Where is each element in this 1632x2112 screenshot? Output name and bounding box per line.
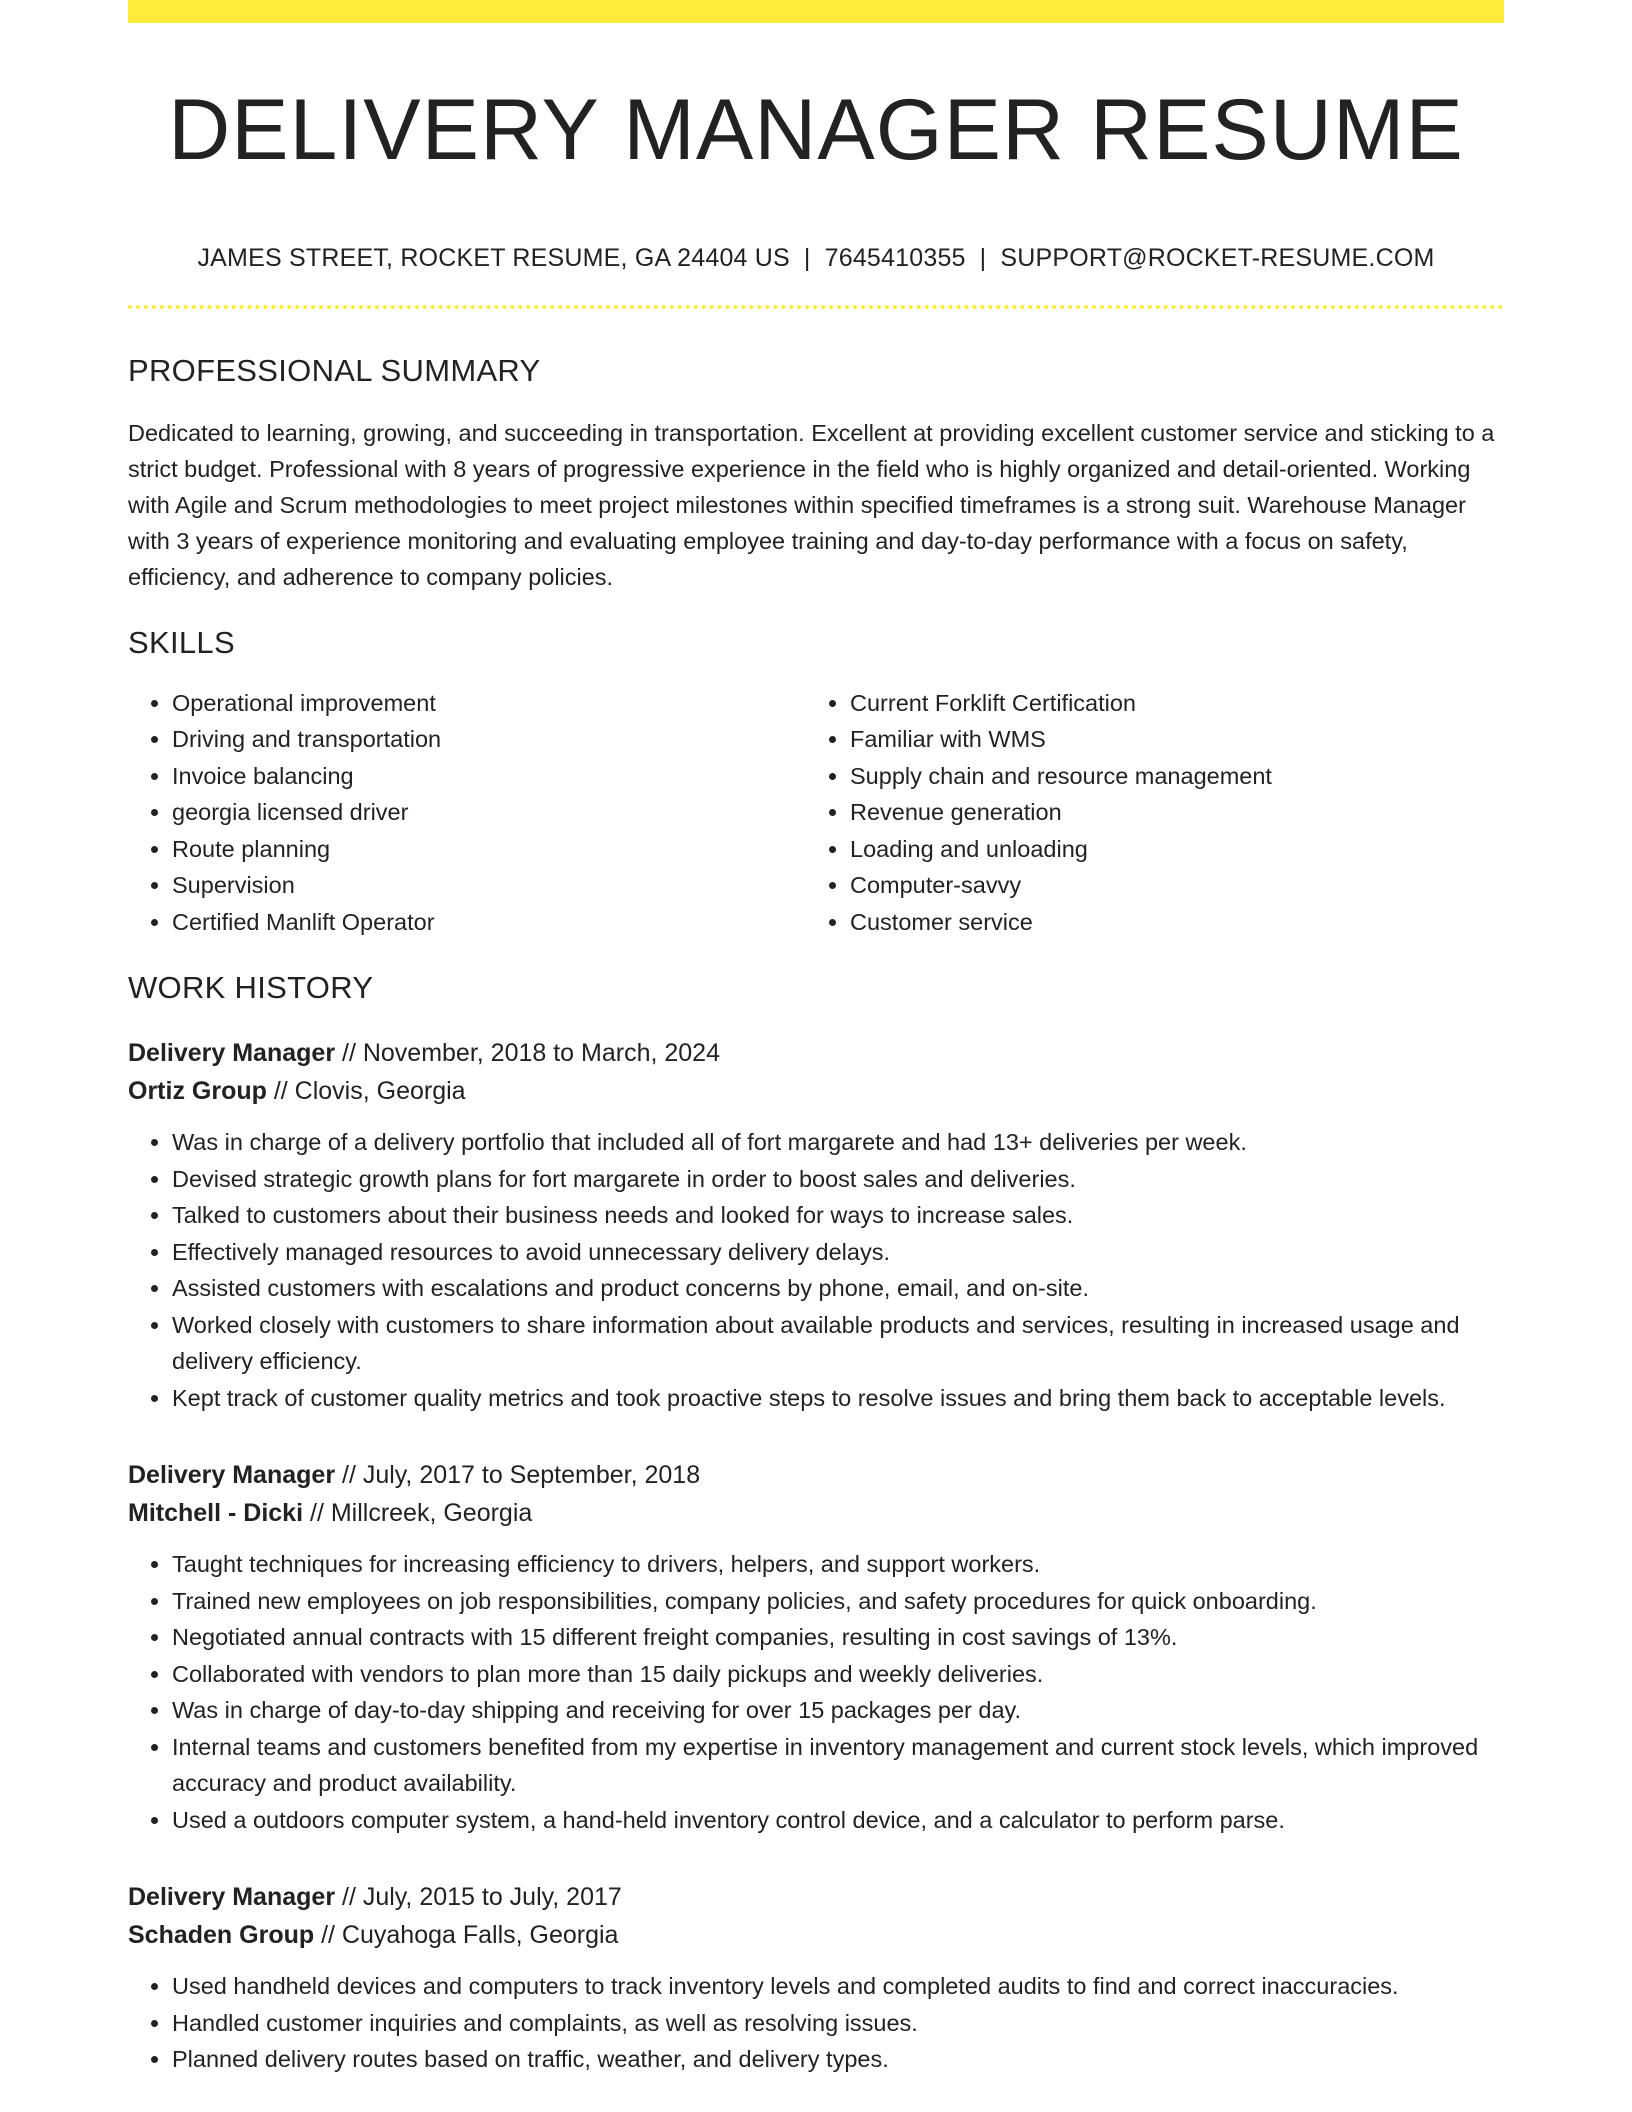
job-bullet: • Was in charge of day-to-day shipping and receiving for over 15 packages per day. [172,1692,1504,1729]
job-company: Schaden Group [128,1921,315,1950]
job-company-line [128,1494,1504,1532]
skills-heading: SKILLS [128,624,235,660]
job-company: Mitchell - Dicki [128,1499,304,1528]
job-bullet: • Effectively managed resources to avoid unnecessary delivery delays. [172,1234,1504,1271]
job-bullet: • Kept track of customer quality metrics and took proactive steps to resolve issues and bring them back to acceptable levels. [172,1380,1504,1417]
job-location: // Clovis, Georgia [266,1077,466,1106]
skill-item: • Familiar with WMS [850,721,1484,758]
job-bullet: • Negotiated annual contracts with 15 different freight companies, resulting in cost savings of 13%. [172,1619,1504,1656]
job-role: Delivery Manager [128,1039,336,1068]
job-bullet: • Handled customer inquiries and complaints, as well as resolving issues. [172,2005,1504,2042]
job-company-line [128,1072,1504,1110]
job-role: Delivery Manager [128,1883,336,1912]
job-bullet: • Assisted customers with escalations and product concerns by phone, email, and on-site. [172,1270,1504,1307]
job-bullet: • Internal teams and customers benefited from my expertise in inventory management and current stock levels, which improved accuracy and product availability. [172,1729,1504,1802]
contact-line [128,244,1504,273]
job-company-line [128,1916,1504,1954]
job-dates: // November, 2018 to March, 2024 [335,1039,720,1068]
job-bullet: • Was in charge of a delivery portfolio that included all of fort margarete and had 13+ deliveries per week. [172,1124,1504,1161]
summary-heading: PROFESSIONAL SUMMARY [128,352,541,388]
job-bullet: • Planned delivery routes based on traffic, weather, and delivery types. [172,2041,1504,2078]
job-bullet: • Trained new employees on job responsibilities, company policies, and safety procedures for quick onboarding. [172,1583,1504,1620]
job-bullet: • Talked to customers about their business needs and looked for ways to increase sales. [172,1197,1504,1234]
job-dates: // July, 2017 to September, 2018 [335,1461,701,1490]
job-bullets [128,1546,1504,1838]
job-bullets [128,1968,1504,2078]
job-bullet: • Collaborated with vendors to plan more than 15 daily pickups and weekly deliveries. [172,1656,1504,1693]
job-role: Delivery Manager [128,1461,336,1490]
top-accent-bar [128,0,1504,23]
job-role-line [128,1878,1504,1916]
skill-item: • Revenue generation [850,794,1484,831]
skill-item: • Current Forklift Certification [850,685,1484,722]
job-role-line [128,1034,1504,1072]
job-location: // Millcreek, Georgia [303,1499,533,1528]
job-role-line [128,1456,1504,1494]
job-bullets [128,1124,1504,1416]
skill-item: • Computer-savvy [850,867,1484,904]
skill-item: • Loading and unloading [850,831,1484,868]
job-bullet: • Used a outdoors computer system, a hand-held inventory control device, and a calculator to perform parse. [172,1802,1504,1839]
contact-address: JAMES STREET, ROCKET RESUME, GA 24404 US [197,243,790,272]
job-entry [128,1456,1504,1838]
skill-item: • georgia licensed driver [172,794,806,831]
work-history-heading: WORK HISTORY [128,970,374,1006]
job-dates: // July, 2015 to July, 2017 [335,1883,622,1912]
resume-title: DELIVERY MANAGER RESUME [168,82,1464,178]
contact-email: SUPPORT@ROCKET-RESUME.COM [1000,243,1435,272]
job-location: // Cuyahoga Falls, Georgia [314,1921,619,1950]
job-entry [128,1878,1504,2078]
skills-column-right [806,685,1484,941]
summary-text: Dedicated to learning, growing, and succeeding in transportation. Excellent at providing excellent customer service and sticking to a strict budget. Professional with 8 years of progressive experience in the field who is highly organized and detail-oriented. Working with Agile and Scrum methodologies to meet project milestones within specified timeframes is a strong suit. Warehouse Manager with 3 years of experience monitoring and evaluating employee training and day-to-day performance with a focus on safety, efficiency, and adherence to company policies. [128,419,1495,590]
resume-page [128,0,1504,2078]
skill-item: • Supply chain and resource management [850,758,1484,795]
skill-item: • Route planning [172,831,806,868]
skill-item: • Invoice balancing [172,758,806,795]
skill-item: • Customer service [850,904,1484,941]
skills-column-left [128,685,806,941]
dotted-divider [128,305,1504,309]
job-bullet: • Worked closely with customers to share information about available products and services, resulting in increased usage and delivery efficiency. [172,1307,1504,1380]
skill-item: • Driving and transportation [172,721,806,758]
contact-phone: 7645410355 [824,243,966,272]
job-entry [128,1034,1504,1416]
skill-item: • Certified Manlift Operator [172,904,806,941]
skill-item: • Supervision [172,867,806,904]
job-bullet: • Devised strategic growth plans for fort margarete in order to boost sales and deliveries. [172,1161,1504,1198]
job-bullet: • Taught techniques for increasing efficiency to drivers, helpers, and support workers. [172,1546,1504,1583]
contact-separator: | [979,243,987,272]
job-bullet: • Used handheld devices and computers to track inventory levels and completed audits to find and correct inaccuracies. [172,1968,1504,2005]
job-company: Ortiz Group [128,1077,267,1106]
skills-list [128,685,1504,941]
contact-separator: | [803,243,811,272]
skill-item: • Operational improvement [172,685,806,722]
